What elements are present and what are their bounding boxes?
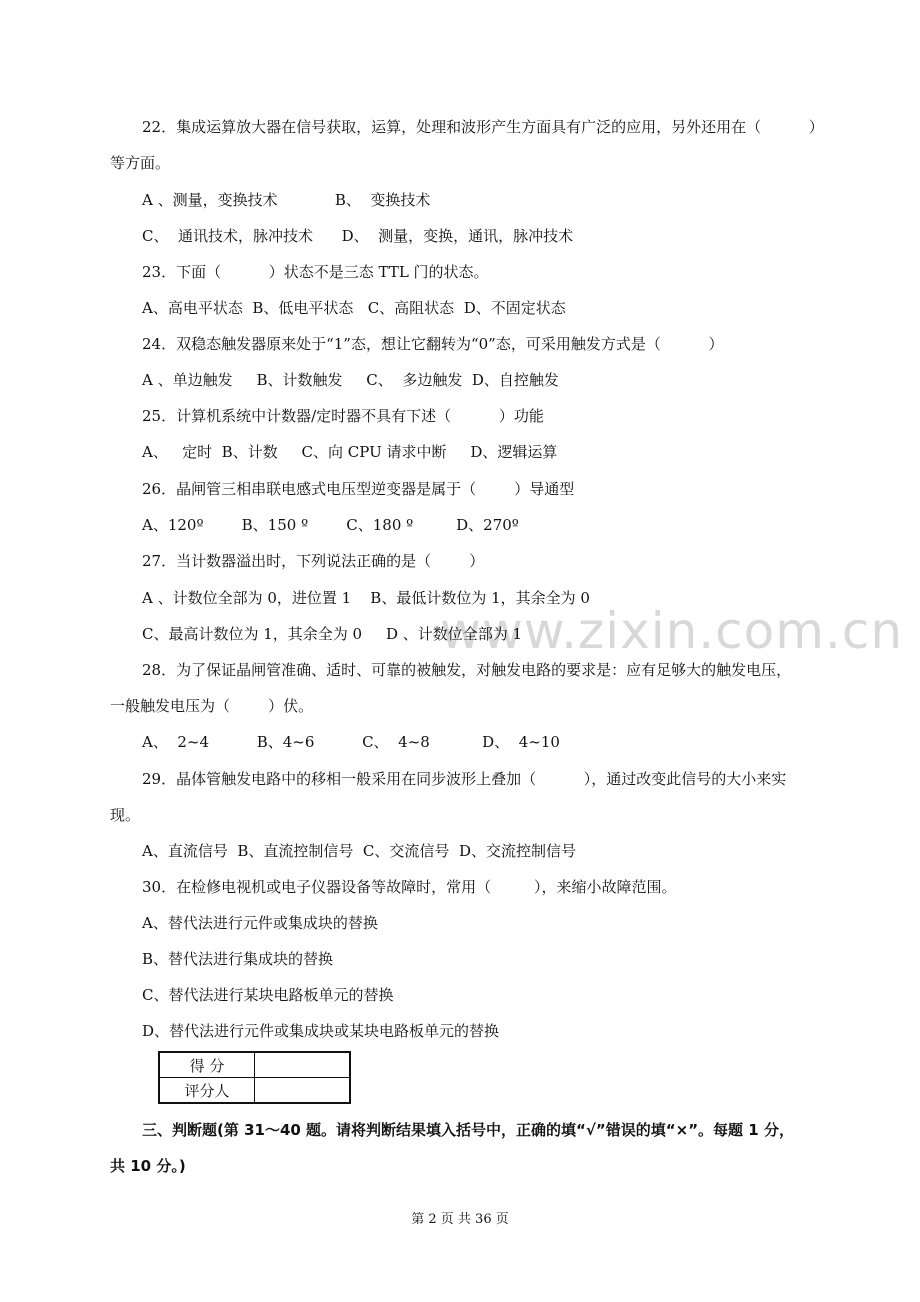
section3-heading: 三、判断题(第 31～40 题。请将判断结果填入括号中，正确的填“√”错误的填“×”。每题 1 分， (142, 1121, 794, 1139)
q23-options: A、高电平状态 B、低电平状态 C、高阻状态 D、不固定状态 (142, 299, 566, 317)
watermark: www.zixin.com.cn (440, 602, 904, 660)
q27-options-ab: A 、计数位全部为 0，进位置 1 B、最低计数位为 1，其余全为 0 (142, 589, 590, 607)
grader-label: 评分人 (159, 1078, 255, 1104)
q28-stem: 28．为了保证晶闸管准确、适时、可靠的被触发，对触发电路的要求是：应有足够大的触发电压， (142, 661, 792, 679)
page-footer: 第 2 页 共 36 页 (411, 1212, 509, 1227)
q30-option-c: C、替代法进行某块电路板单元的替换 (142, 986, 394, 1004)
q30-stem: 30．在检修电视机或电子仪器设备等故障时，常用（ ），来缩小故障范围。 (142, 878, 677, 896)
score-input-cell[interactable] (255, 1052, 351, 1078)
q30-option-a: A、替代法进行元件或集成块的替换 (142, 914, 378, 932)
q29-stem-cont: 现。 (110, 806, 141, 824)
q26-stem: 26．晶闸管三相串联电感式电压型逆变器是属于（ ）导通型 (142, 480, 575, 498)
grader-input-cell[interactable] (255, 1078, 351, 1104)
q27-stem: 27．当计数器溢出时，下列说法正确的是（ ） (142, 552, 485, 570)
q23-stem: 23．下面（ ）状态不是三态 TTL 门的状态。 (142, 263, 489, 281)
q24-options: A 、单边触发 B、计数触发 C、 多边触发 D、自控触发 (142, 371, 559, 389)
section3-heading-cont: 共 10 分。) (110, 1157, 186, 1175)
q22-options-ab: A 、测量，变换技术 B、 变换技术 (142, 191, 431, 209)
q30-option-b: B、替代法进行集成块的替换 (142, 950, 334, 968)
q27-options-cd: C、最高计数位为 1，其余全为 0 D 、计数位全部为 1 (142, 625, 523, 643)
q24-stem: 24．双稳态触发器原来处于“1”态，想让它翻转为“0”态，可采用触发方式是（ ） (142, 335, 724, 353)
q30-option-d: D、替代法进行元件或集成块或某块电路板单元的替换 (142, 1022, 500, 1040)
q22-options-cd: C、 通讯技术，脉冲技术 D、 测量，变换，通讯，脉冲技术 (142, 227, 574, 245)
q29-stem: 29．晶体管触发电路中的移相一般采用在同步波形上叠加（ ），通过改变此信号的大小来实 (142, 770, 787, 788)
score-table (158, 1051, 351, 1104)
q26-options: A、120º B、150 º C、180 º D、270º (142, 516, 519, 534)
score-row (159, 1052, 350, 1078)
q29-options: A、直流信号 B、直流控制信号 C、交流信号 D、交流控制信号 (142, 842, 576, 860)
q22-stem: 22．集成运算放大器在信号获取，运算，处理和波形产生方面具有广泛的应用，另外还用在（ ） (142, 118, 824, 136)
q25-options: A、 定时 B、计数 C、向 CPU 请求中断 D、逻辑运算 (142, 443, 558, 461)
grader-row (159, 1078, 350, 1104)
q28-options: A、 2~4 B、4~6 C、 4~8 D、 4~10 (142, 733, 560, 751)
q22-stem-cont: 等方面。 (110, 154, 171, 172)
score-label: 得 分 (159, 1052, 255, 1078)
q25-stem: 25．计算机系统中计数器/定时器不具有下述（ ）功能 (142, 407, 544, 425)
q28-stem-cont: 一般触发电压为（ ）伏。 (110, 697, 314, 715)
